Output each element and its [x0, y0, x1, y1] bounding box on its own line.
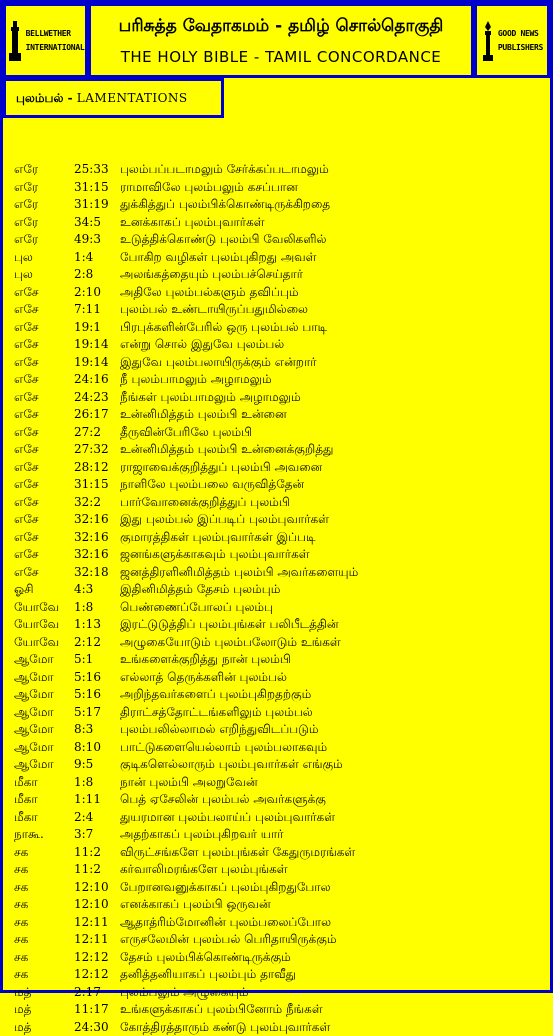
torch-icon [481, 19, 495, 63]
entry-book: ஆமோ [14, 756, 54, 774]
entry-reference: 19:1 [74, 319, 101, 337]
entry-reference: 11:2 [74, 861, 101, 879]
entry-book: நாகூ. [14, 826, 44, 844]
entry-reference: 19:14 [74, 354, 109, 372]
entry-book: எசே [14, 301, 39, 319]
entry-text: கோத்திரத்தாரும் கண்டு புலம்புவார்கள் [120, 1019, 330, 1036]
entry-reference: 25:33 [74, 161, 109, 179]
entry-reference: 24:23 [74, 389, 109, 407]
section-word: புலம்பல் [16, 91, 63, 105]
entry-reference: 1:8 [74, 774, 93, 792]
entry-text: இது புலம்பல் இப்படிப் புலம்புவார்கள் [120, 511, 329, 529]
entry-text: புலம்பப்படாமலும் சேர்க்கப்படாமலும் [120, 161, 329, 179]
entry-text: உன்னிமித்தம் புலம்பி உன்னைக்குறித்து [120, 441, 333, 459]
entry-book: சக [14, 861, 28, 879]
entry-text: நீங்கள் புலம்பாமலும் அழாமலும் [120, 389, 301, 407]
entry-reference: 12:12 [74, 966, 109, 984]
entry-reference: 12:10 [74, 879, 109, 897]
entry-text: எல்லாத் தெருக்களின் புலம்பல் [120, 669, 287, 687]
entry-reference: 32:16 [74, 546, 109, 564]
entry-text: பிரபுக்களின்பேரில் ஒரு புலம்பல் பாடி [120, 319, 327, 337]
entry-book: எரே [14, 196, 38, 214]
entry-text: குடிகளெல்லாரும் புலம்புவார்கள் எங்கும் [120, 756, 343, 774]
entry-text: துயரமான புலம்பலாய்ப் புலம்புவார்கள் [120, 809, 335, 827]
entry-reference: 1:11 [74, 791, 101, 809]
entry-book: எசே [14, 406, 39, 424]
entry-text: ராமாவிலே புலம்பலும் கசப்பான [120, 179, 298, 197]
entry-book: யோவே [14, 616, 59, 634]
entry-text: புலம்பல் உண்டாயிருப்பதுமில்லை [120, 301, 308, 319]
entry-book: மத் [14, 1019, 31, 1036]
entry-book: ஆமோ [14, 721, 54, 739]
entry-reference: 31:15 [74, 476, 109, 494]
entry-reference: 32:18 [74, 564, 109, 582]
entry-book: எசே [14, 441, 39, 459]
entry-reference: 11:2 [74, 844, 101, 862]
entry-reference: 27:2 [74, 424, 101, 442]
entry-text: ராஜாவைக்குறித்துப் புலம்பி அவனை [120, 459, 322, 477]
section-separator: - [68, 91, 73, 105]
entry-text: உடுத்திக்கொண்டு புலம்பி வேலிகளில் [120, 231, 326, 249]
entry-reference: 24:16 [74, 371, 109, 389]
entry-book: சக [14, 896, 28, 914]
good-news-logo [474, 3, 550, 78]
entry-text: தனித்தனியாகப் புலம்பும் தாவீது [120, 966, 296, 984]
entry-reference: 3:7 [74, 826, 93, 844]
entry-book: எசே [14, 494, 39, 512]
entry-reference: 5:17 [74, 704, 101, 722]
entry-book: எசே [14, 284, 39, 302]
right-logo-line2: PUBLISHERS [498, 41, 543, 55]
entry-book: சக [14, 879, 28, 897]
entry-text: குமாரத்திகள் புலம்புவார்கள் இப்படி [120, 529, 316, 547]
entry-text: எருசலேமின் புலம்பல் பெரிதாயிருக்கும் [120, 931, 336, 949]
entry-book: ஆமோ [14, 669, 54, 687]
entry-reference: 9:5 [74, 756, 93, 774]
entry-text: அலங்கத்தையும் புலம்பச்செய்தார் [120, 266, 303, 284]
entry-book: எசே [14, 336, 39, 354]
entry-book: எரே [14, 179, 38, 197]
entry-book: சக [14, 949, 28, 967]
entry-text: ஜனங்களுக்காகவும் புலம்புவார்கள் [120, 546, 310, 564]
entry-book: எசே [14, 424, 39, 442]
title-box [88, 3, 474, 78]
entry-reference: 1:13 [74, 616, 101, 634]
entry-book: மீகா [14, 809, 38, 827]
entry-book: யோவே [14, 599, 59, 617]
entry-book: ஆமோ [14, 739, 54, 757]
entry-text: ஆதாத்ரிம்மோனின் புலம்பலைப்போல [120, 914, 331, 932]
entry-text: அறிந்தவர்களைப் புலம்புகிறதற்கும் [120, 686, 311, 704]
entry-reference: 5:1 [74, 651, 93, 669]
entry-text: பாட்டுகளையெல்லாம் புலம்பலாகவும் [120, 739, 327, 757]
entry-reference: 5:16 [74, 669, 101, 687]
entry-book: எசே [14, 529, 39, 547]
entry-reference: 34:5 [74, 214, 101, 232]
entry-reference: 12:12 [74, 949, 109, 967]
entry-book: ஆமோ [14, 686, 54, 704]
title-english: THE HOLY BIBLE - TAMIL CONCORDANCE [91, 48, 471, 66]
entry-text: புலம்பலும் அழுகையும் [120, 984, 248, 1002]
entry-text: பெண்ணைப்போலப் புலம்பு [120, 599, 273, 617]
entry-book: எசே [14, 459, 39, 477]
entry-text: நீ புலம்பாமலும் அழாமலும் [120, 371, 272, 389]
entry-reference: 2:10 [74, 284, 101, 302]
entry-reference: 1:4 [74, 249, 93, 267]
entry-book: எசே [14, 546, 39, 564]
left-logo-line1: BELLWETHER [26, 27, 85, 41]
title-tamil: பரிசுத்த வேதாகமம் - தமிழ் சொல்தொகுதி [91, 16, 471, 38]
entry-text: உங்களைக்குறித்து நான் புலம்பி [120, 651, 291, 669]
entry-book: எரே [14, 231, 38, 249]
entry-text: அதிலே புலம்பல்களும் தவிப்பும் [120, 284, 299, 302]
entry-text: அதற்காகப் புலம்புகிறவர் யார் [120, 826, 284, 844]
entry-book: எசே [14, 371, 39, 389]
entry-reference: 2:17 [74, 984, 101, 1002]
entry-reference: 32:2 [74, 494, 101, 512]
entry-book: எரே [14, 161, 38, 179]
entry-reference: 2:4 [74, 809, 93, 827]
entry-text: கர்வாலிமரங்களே புலம்புங்கள் [120, 861, 288, 879]
entry-reference: 8:10 [74, 739, 101, 757]
entry-reference: 12:11 [74, 931, 109, 949]
entry-text: உனக்காகப் புலம்புவார்கள் [120, 214, 265, 232]
entry-book: எரே [14, 214, 38, 232]
entry-reference: 4:3 [74, 581, 93, 599]
entry-book: சக [14, 966, 28, 984]
entry-reference: 12:10 [74, 896, 109, 914]
entry-reference: 31:19 [74, 196, 109, 214]
entry-text: ஜனத்திரளினிமித்தம் புலம்பி அவர்களையும் [120, 564, 358, 582]
entry-book: மீகா [14, 791, 38, 809]
entry-text: இதுவே புலம்பலாயிருக்கும் என்றார் [120, 354, 317, 372]
entry-book: சக [14, 931, 28, 949]
entry-reference: 12:11 [74, 914, 109, 932]
bellwether-logo [3, 3, 88, 78]
entry-reference: 2:12 [74, 634, 101, 652]
entry-book: எசே [14, 389, 39, 407]
entry-reference: 31:15 [74, 179, 109, 197]
section-heading [3, 78, 224, 118]
entry-reference: 49:3 [74, 231, 101, 249]
entry-text: நாளிலே புலம்பலை வருவித்தேன் [120, 476, 304, 494]
entry-book: சக [14, 844, 28, 862]
entry-text: விருட்சங்களே புலம்புங்கள் கேதுருமரங்கள் [120, 844, 355, 862]
entry-reference: 27:32 [74, 441, 109, 459]
entry-book: புல [14, 266, 33, 284]
entry-book: மத் [14, 984, 31, 1002]
entry-reference: 8:3 [74, 721, 93, 739]
entry-book: யோவே [14, 634, 59, 652]
entry-reference: 1:8 [74, 599, 93, 617]
left-logo-line2: INTERNATIONAL [26, 41, 85, 55]
entry-text: உங்களுக்காகப் புலம்பினோம் நீங்கள் [120, 1001, 323, 1019]
entry-book: ஆமோ [14, 651, 54, 669]
entry-book: எசே [14, 319, 39, 337]
entry-reference: 24:30 [74, 1019, 109, 1036]
entry-text: பார்வோனைக்குறித்துப் புலம்பி [120, 494, 290, 512]
entry-book: புல [14, 249, 33, 267]
entry-text: போகிற வழிகள் புலம்புகிறது அவள் [120, 249, 317, 267]
entry-book: எசே [14, 511, 39, 529]
entry-book: எசே [14, 354, 39, 372]
section-english: LAMENTATIONS [77, 91, 188, 105]
entry-book: மீகா [14, 774, 38, 792]
entry-text: திராட்சத்தோட்டங்களிலும் புலம்பல் [120, 704, 313, 722]
entry-reference: 19:14 [74, 336, 109, 354]
entry-book: சக [14, 914, 28, 932]
entry-text: இதினிமித்தம் தேசம் புலம்பும் [120, 581, 280, 599]
entry-book: எசே [14, 564, 39, 582]
entry-text: பேறானவனுக்காகப் புலம்புகிறதுபோல [120, 879, 331, 897]
entry-text: உன்னிமித்தம் புலம்பி உன்னை [120, 406, 287, 424]
entry-text: என்று சொல் இதுவே புலம்பல் [120, 336, 284, 354]
entry-book: ஆமோ [14, 704, 54, 722]
entry-text: துக்கித்துப் புலம்பிக்கொண்டிருக்கிறதை [120, 196, 330, 214]
entry-reference: 26:17 [74, 406, 109, 424]
entry-text: தீருவின்பேரிலே புலம்பி [120, 424, 252, 442]
entry-reference: 7:11 [74, 301, 101, 319]
right-logo-line1: GOOD NEWS [498, 27, 543, 41]
entry-reference: 28:12 [74, 459, 109, 477]
entry-reference: 32:16 [74, 511, 109, 529]
entry-text: பெத் ஏசேலின் புலம்பல் அவர்களுக்கு [120, 791, 326, 809]
entry-reference: 5:16 [74, 686, 101, 704]
entry-book: எசே [14, 476, 39, 494]
entry-text: இரட்டுடுத்திப் புலம்புங்கள் பலிபீடத்தின் [120, 616, 338, 634]
entry-text: எனக்காகப் புலம்பி ஒருவன் [120, 896, 271, 914]
entry-text: புலம்பலில்லாமல் எறிந்துவிடப்படும் [120, 721, 319, 739]
tower-icon [7, 19, 23, 63]
entry-reference: 2:8 [74, 266, 93, 284]
entry-text: நான் புலம்பி அலறுவேன் [120, 774, 258, 792]
entry-book: மத் [14, 1001, 31, 1019]
entry-book: ஓசி [14, 581, 33, 599]
entry-reference: 32:16 [74, 529, 109, 547]
entry-text: அழுகையோடும் புலம்பலோடும் உங்கள் [120, 634, 341, 652]
entry-reference: 11:17 [74, 1001, 109, 1019]
entry-text: தேசம் புலம்பிக்கொண்டிருக்கும் [120, 949, 291, 967]
